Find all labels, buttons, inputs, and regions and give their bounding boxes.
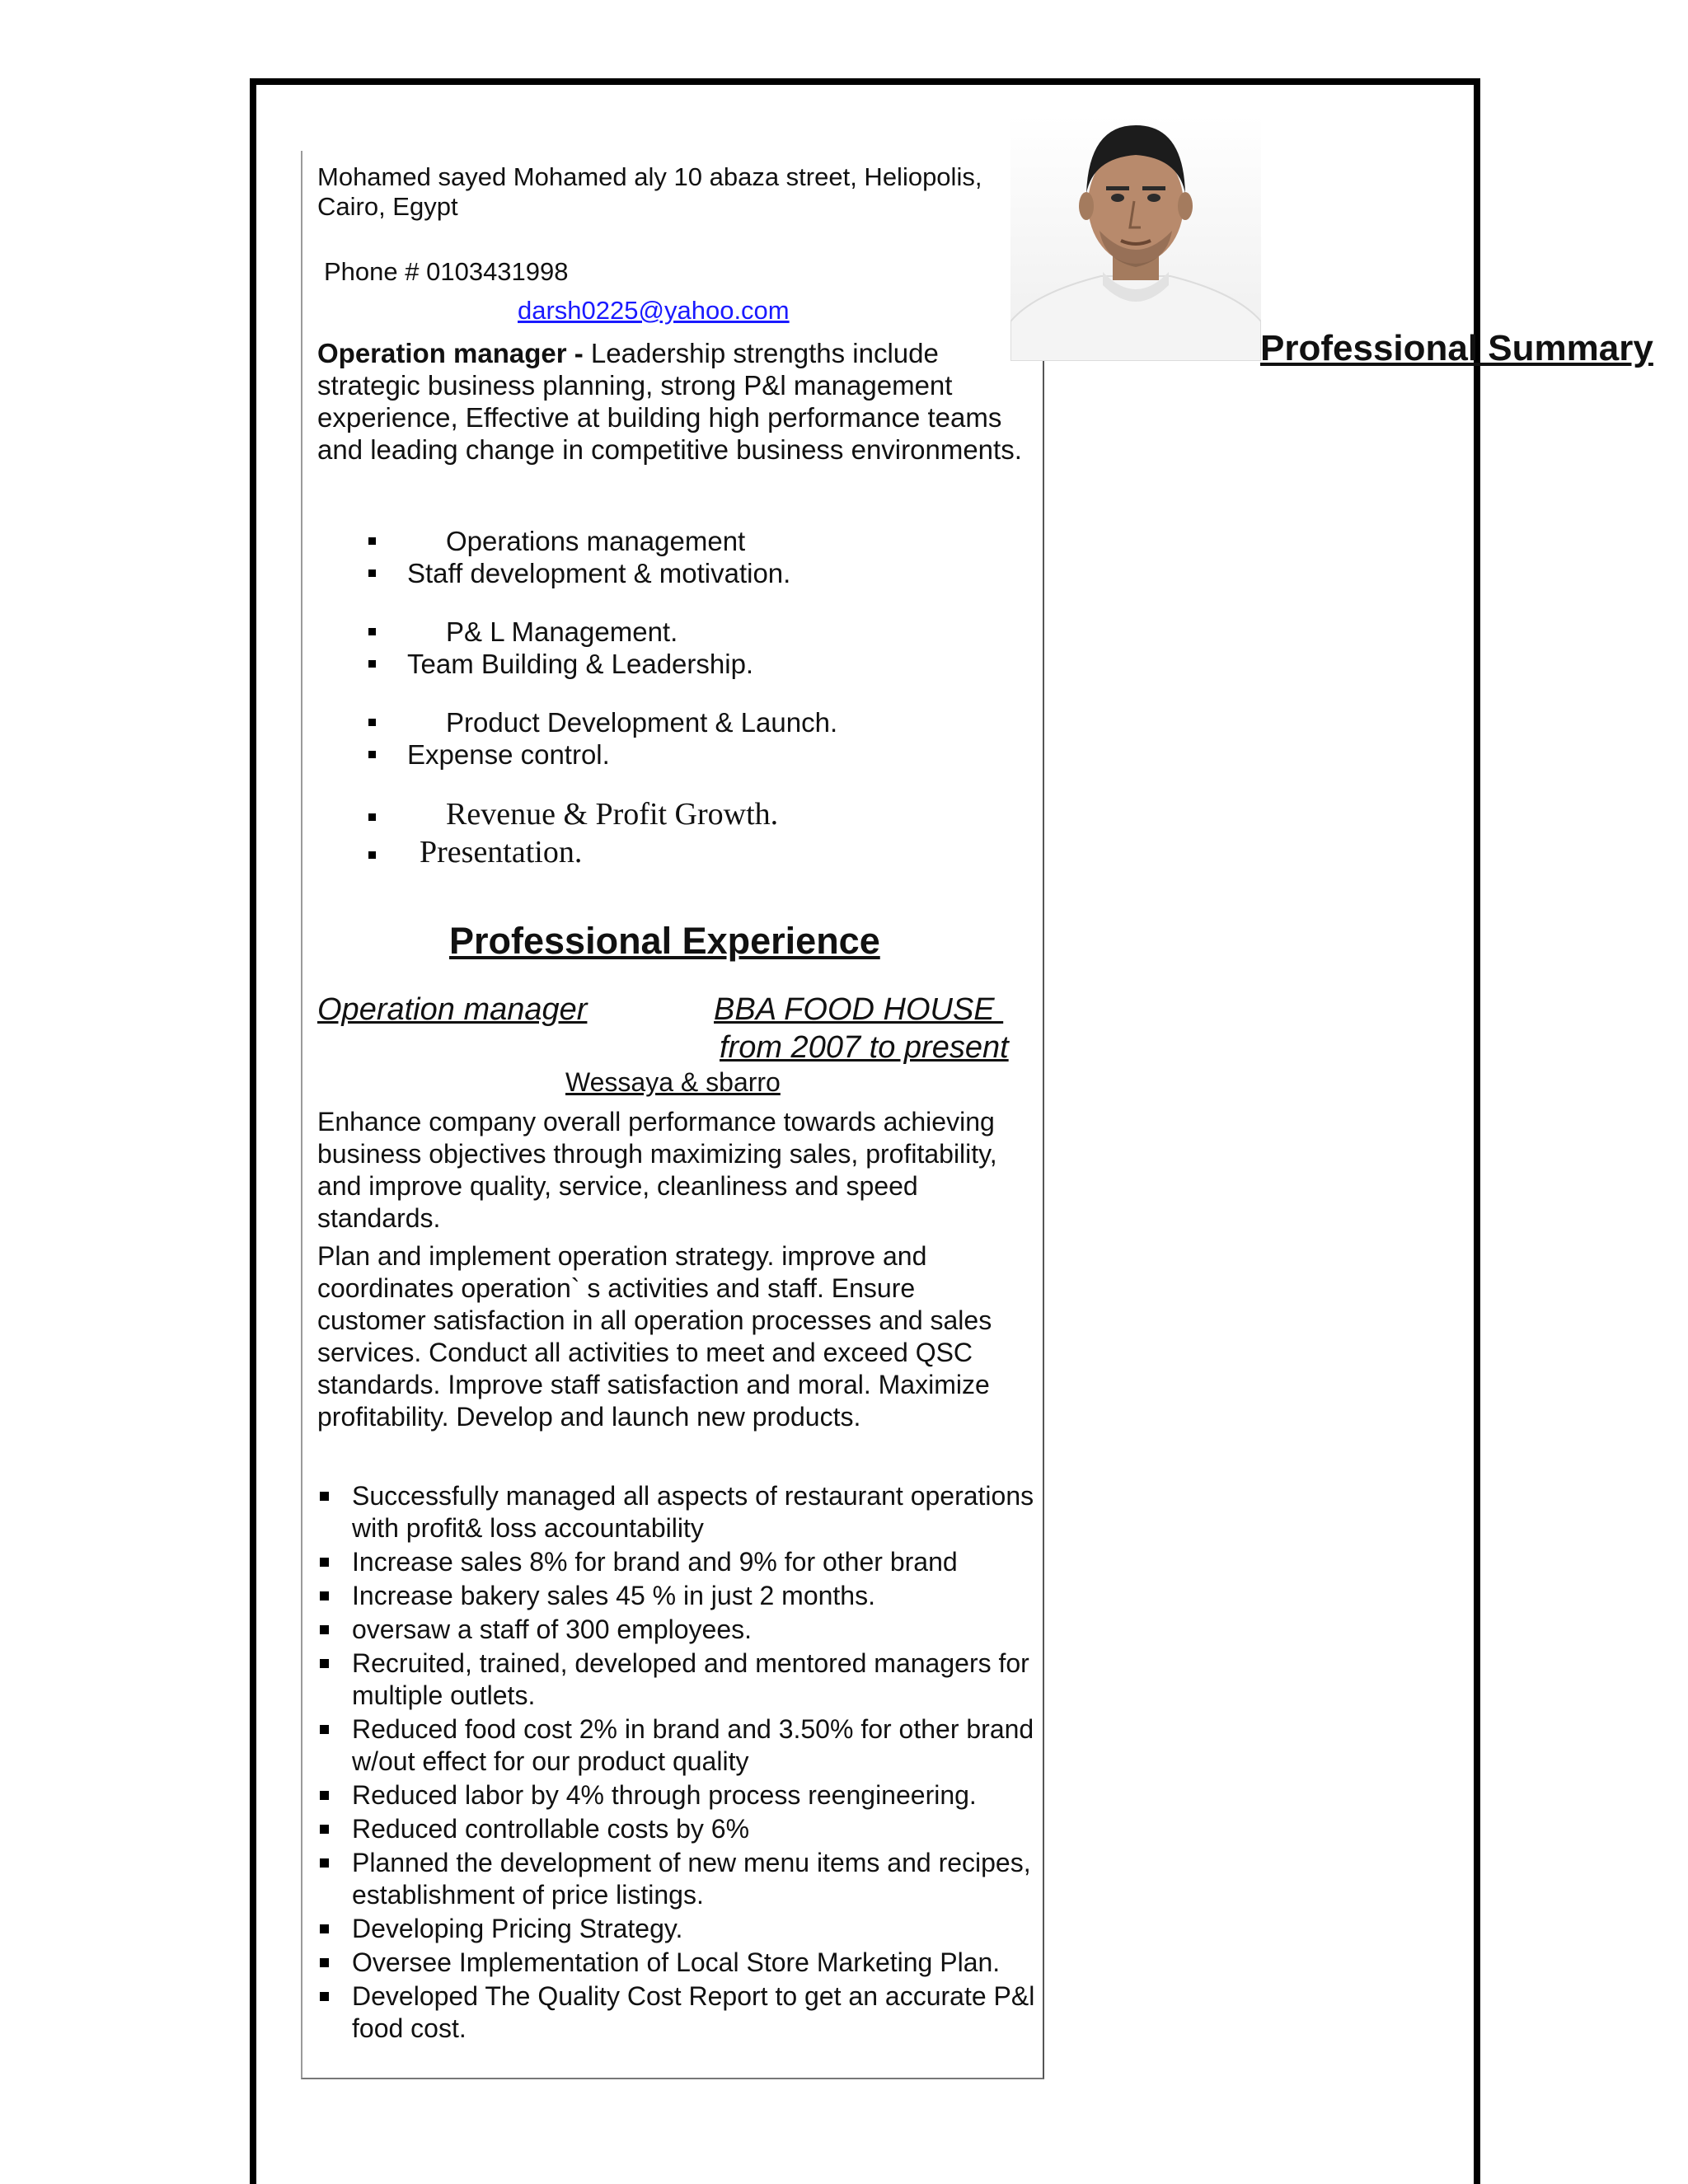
bullet (320, 1858, 329, 1868)
list-item (317, 1913, 1043, 1945)
job-title: Operation manager (317, 992, 588, 1027)
bullet (320, 1924, 329, 1933)
list-item (317, 1546, 1043, 1578)
achievement-text: oversaw a staff of 300 employees. (352, 1615, 753, 1644)
bullet (320, 1625, 329, 1634)
achievement-text: Oversee Implementation of Local Store Marketing Plan. (352, 1947, 1001, 1977)
list-item (317, 1580, 1043, 1612)
skill-item: Expense control. (407, 739, 610, 770)
bullet (368, 719, 376, 726)
email-link[interactable]: darsh0225@yahoo.com (518, 296, 790, 325)
list-item (317, 1647, 1043, 1712)
summary-lead: Operation manager - (317, 338, 591, 368)
achievements-list (317, 1480, 1043, 2046)
list-item (317, 1779, 1043, 1811)
professional-summary-heading: Professional Summary (1260, 328, 1653, 368)
skill-item: Product Development & Launch. (446, 707, 838, 738)
list-item (317, 1980, 1043, 2045)
bullet (320, 1825, 329, 1834)
list-item (317, 1480, 1043, 1544)
experience-paragraph-1: Enhance company overall performance towards achieving business objectives through maximizing sales, profitability, and improve quality, service, cleanliness and speed standards. (317, 1107, 997, 1233)
summary-text: Leadership strengths include strategic business planning, strong P&l management experience, Effective at building high performance teams and leading change in competitive business environments. (317, 338, 1022, 465)
summary-paragraph (317, 337, 1026, 466)
list-item (317, 1614, 1043, 1646)
professional-experience-heading: Professional Experience (449, 920, 880, 962)
list-item (317, 1847, 1043, 1911)
achievement-text: Successfully managed all aspects of restaurant operations with profit& loss accountability (352, 1481, 1034, 1543)
bullet (320, 1591, 329, 1601)
skill-item: Staff development & motivation. (407, 558, 791, 588)
achievement-text: Increase sales 8% for brand and 9% for other brand (352, 1547, 958, 1577)
achievement-text: Reduced labor by 4% through process reengineering. (352, 1780, 977, 1810)
bullet (368, 628, 376, 635)
achievement-text: Reduced food cost 2% in brand and 3.50% for other brand w/out effect for our product quality (352, 1714, 1034, 1776)
profile-photo (1010, 115, 1261, 361)
skill-item: Operations management (446, 526, 746, 556)
bullet (368, 537, 376, 545)
bullet (320, 1558, 329, 1567)
achievement-text: Increase bakery sales 45 % in just 2 months. (352, 1581, 875, 1610)
achievement-text: Reduced controllable costs by 6% (352, 1814, 750, 1844)
bullet (320, 1725, 329, 1734)
bullet (320, 1958, 329, 1967)
achievement-text: Developed The Quality Cost Report to get an accurate P&l food cost. (352, 1981, 1035, 2043)
skill-item: Revenue & Profit Growth. (446, 797, 779, 832)
achievement-text: Recruited, trained, developed and mentored managers for multiple outlets. (352, 1648, 1029, 1710)
bullet (320, 1992, 329, 2001)
skill-item: Presentation. (420, 835, 583, 869)
bullet (320, 1791, 329, 1800)
list-item (317, 1947, 1043, 1979)
skill-item: Team Building & Leadership. (407, 649, 754, 679)
address-line-2: Cairo, Egypt (317, 192, 458, 221)
list-item (317, 1713, 1043, 1778)
company-name: BBA FOOD HOUSE (714, 992, 1004, 1027)
achievement-text: Developing Pricing Strategy. (352, 1914, 683, 1943)
experience-paragraph-2: Plan and implement operation strategy. improve and coordinates operation` s activities and staff. Ensure customer satisfaction in all operation processes and sales services. Conduct all activities to meet and exceed QSC standards. Improve staff satisfaction and moral. Maximize profitability. Develop and launch new products. (317, 1241, 992, 1432)
bullet (320, 1492, 329, 1501)
brands: Wessaya & sbarro (565, 1067, 781, 1097)
bullet (368, 569, 376, 577)
bullet (368, 813, 376, 821)
achievement-text: Planned the development of new menu items and recipes, establishment of price listings. (352, 1848, 1031, 1910)
bullet (368, 660, 376, 668)
bullet (368, 851, 376, 859)
list-item (317, 1813, 1043, 1845)
bullet (320, 1659, 329, 1668)
phone-number: Phone # 0103431998 (324, 257, 569, 286)
employment-period: from 2007 to present (720, 1030, 1009, 1065)
address-line-1: Mohamed sayed Mohamed aly 10 abaza street, Heliopolis, (317, 162, 982, 191)
skill-item: P& L Management. (446, 616, 678, 647)
bullet (368, 751, 376, 758)
